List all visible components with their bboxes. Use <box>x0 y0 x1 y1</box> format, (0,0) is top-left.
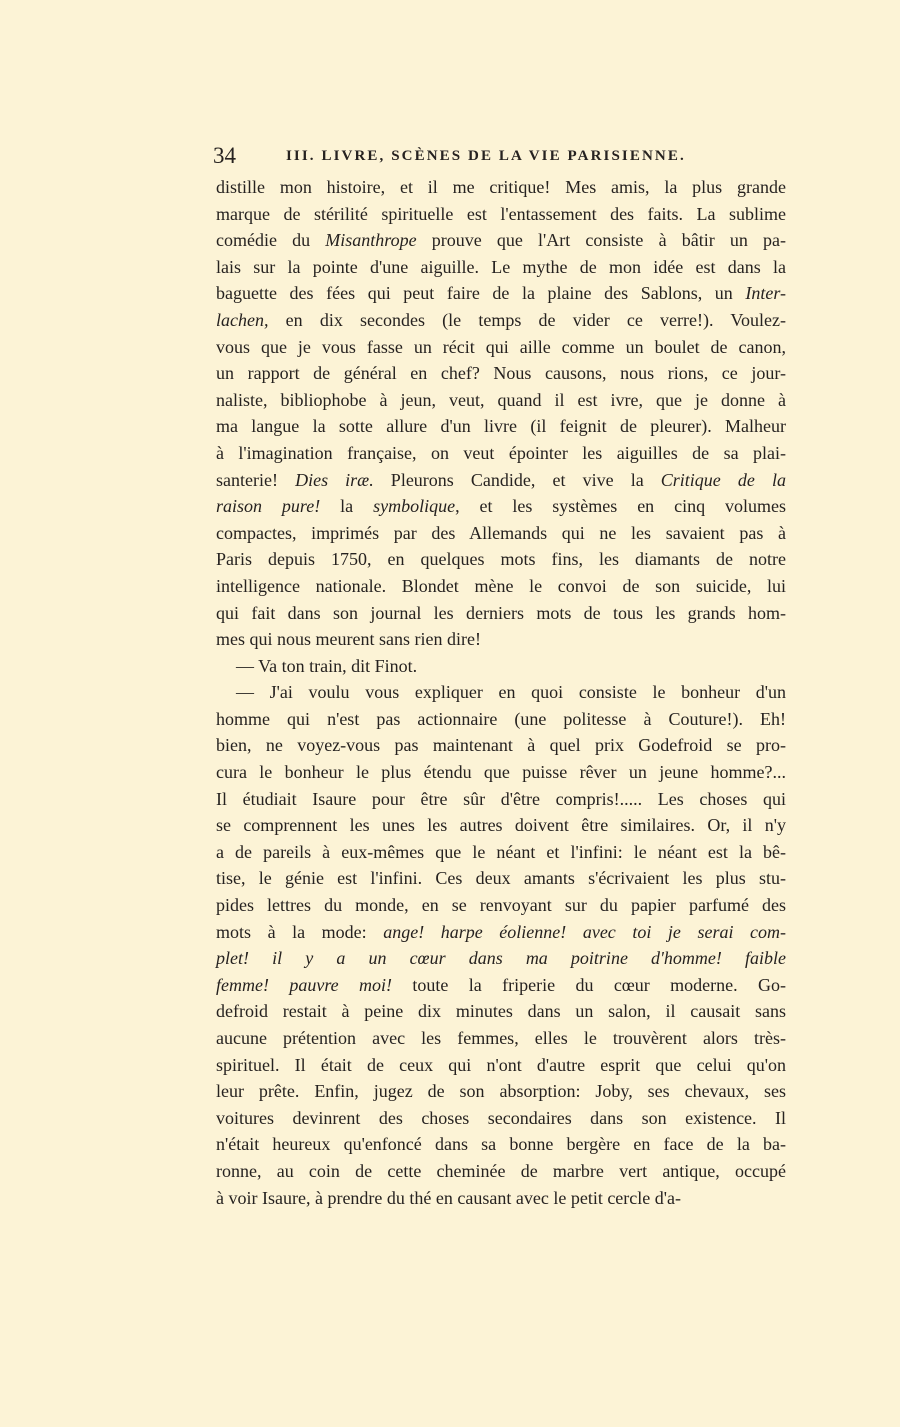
page-number: 34 <box>213 143 236 168</box>
text-line <box>216 360 786 387</box>
italic-text: Dies iræ. <box>295 469 374 490</box>
running-head: III. LIVRE, SCÈNES DE LA VIE PARISIENNE. <box>286 148 686 164</box>
text-run: — Va ton train, dit Finot. <box>236 655 418 676</box>
text-line <box>216 786 786 813</box>
text-run: ronne, au coin de cette cheminée de marbre vert antique, occupé <box>216 1160 786 1181</box>
text-run: baguette des fées qui peut faire de la plaine des Sablons, un <box>216 283 746 304</box>
text-run: a de pareils à eux-mêmes que le néant et l'infini: le néant est la bê- <box>216 841 786 862</box>
text-line <box>216 201 786 228</box>
text-run: marque de stérilité spirituelle est l'entassement des faits. La sublime <box>216 203 786 224</box>
italic-text: Inter- <box>745 283 786 304</box>
text-run: — J'ai voulu vous expliquer en quoi consiste le bonheur d'un <box>236 682 786 703</box>
text-run: tise, le génie est l'infini. Ces deux amants s'écrivaient les plus stu- <box>216 868 786 889</box>
text-line <box>216 413 786 440</box>
text-line <box>216 493 786 520</box>
text-run: Il étudiait Isaure pour être sûr d'être compris!..... Les choses qui <box>216 788 786 809</box>
text-run: qui fait dans son journal les derniers mots de tous les grands hom- <box>216 602 786 623</box>
text-run: Pleurons Candide, et vive la <box>373 469 661 490</box>
text-run: mots à la mode: <box>216 921 384 942</box>
text-line <box>216 573 786 600</box>
text-run: à voir Isaure, à prendre du thé en causant avec le petit cercle d'a- <box>216 1187 681 1208</box>
text-run: mes qui nous meurent sans rien dire! <box>216 629 481 650</box>
italic-text: femme! pauvre moi! <box>216 974 393 995</box>
text-line <box>216 626 786 653</box>
text-run: intelligence nationale. Blondet mène le convoi de son suicide, lui <box>216 575 786 596</box>
text-run: leur prête. Enfin, jugez de son absorption: Joby, ses chevaux, ses <box>216 1081 786 1102</box>
text-run: en dix secondes (le temps de vider ce verre!). Voulez- <box>268 309 786 330</box>
text-run: toute la friperie du cœur moderne. Go- <box>392 974 787 995</box>
text-run: distille mon histoire, et il me critique! Mes amis, la plus grande <box>216 177 786 197</box>
text-line <box>216 812 786 839</box>
text-line <box>216 972 786 999</box>
text-run: lais sur la pointe d'une aiguille. Le mythe de mon idée est dans la <box>216 256 786 277</box>
italic-text: Critique de la <box>660 469 786 490</box>
text-run: pides lettres du monde, en se renvoyant sur du papier parfumé des <box>216 895 786 916</box>
italic-text: raison pure! <box>216 496 321 517</box>
italic-text: plet! il y a un cœur dans ma poitrine d'homme! faible <box>216 948 786 969</box>
text-line <box>216 1078 786 1105</box>
text-line <box>216 467 786 494</box>
text-line <box>216 759 786 786</box>
text-line <box>216 706 786 733</box>
text-line <box>216 1185 786 1212</box>
body-text <box>216 174 786 1211</box>
text-line <box>216 440 786 467</box>
italic-text: ange! harpe éolienne! avec toi je serai com- <box>383 921 787 942</box>
text-line <box>216 865 786 892</box>
text-line <box>216 520 786 547</box>
text-line <box>216 1025 786 1052</box>
text-line <box>216 174 786 201</box>
text-run: la <box>320 496 374 517</box>
text-line <box>216 892 786 919</box>
text-line <box>216 998 786 1025</box>
text-run: spirituel. Il était de ceux qui n'ont d'autre esprit que celui qu'on <box>216 1054 786 1075</box>
text-run: vous que je vous fasse un récit qui aille comme un boulet de canon, <box>216 336 786 357</box>
text-line <box>216 1052 786 1079</box>
text-run: prouve que l'Art consiste à bâtir un pa- <box>416 230 786 251</box>
text-line <box>216 307 786 334</box>
text-run: voitures devinrent des choses secondaires dans son existence. Il <box>216 1107 786 1128</box>
text-line <box>216 919 786 946</box>
text-run: compactes, imprimés par des Allemands qui ne les savaient pas à <box>216 522 786 543</box>
text-line <box>216 254 786 281</box>
text-run: , et les systèmes en cinq volumes <box>455 496 786 517</box>
text-line <box>216 653 786 680</box>
text-run: comédie du <box>216 230 326 251</box>
text-run: defroid restait à peine dix minutes dans un salon, il causait sans <box>216 1001 786 1022</box>
text-run: Paris depuis 1750, en quelques mots fins, les diamants de notre <box>216 549 786 570</box>
text-line <box>216 839 786 866</box>
page-header <box>213 141 785 171</box>
text-run: aucune prétention avec les femmes, elles le trouvèrent alors très- <box>216 1028 786 1048</box>
text-line <box>216 387 786 414</box>
text-run: naliste, bibliophobe à jeun, veut, quand il est ivre, que je donne à <box>216 389 786 410</box>
text-line <box>216 732 786 759</box>
text-run: ma langue la sotte allure d'un livre (il feignit de pleurer). Malheur <box>216 416 786 437</box>
text-line <box>216 227 786 254</box>
text-run: homme qui n'est pas actionnaire (une politesse à Couture!). Eh! <box>216 708 786 729</box>
text-run: à l'imagination française, on veut épointer les aiguilles de sa plai- <box>216 442 786 463</box>
text-line <box>216 546 786 573</box>
text-run: un rapport de général en chef? Nous causons, nous rions, ce jour- <box>216 363 786 384</box>
text-run: cura le bonheur le plus étendu que puisse rêver un jeune homme?... <box>216 762 786 783</box>
text-run: bien, ne voyez-vous pas maintenant à quel prix Godefroid se pro- <box>216 735 786 756</box>
italic-text: symbolique <box>373 496 456 517</box>
text-run: se comprennent les unes les autres doivent être similaires. Or, il n'y <box>216 815 786 836</box>
text-run: n'était heureux qu'enfoncé dans sa bonne bergère en face de la ba- <box>216 1134 786 1155</box>
text-line <box>216 679 786 706</box>
text-line <box>216 1131 786 1158</box>
text-line <box>216 280 786 307</box>
text-line <box>216 1105 786 1132</box>
text-line <box>216 945 786 972</box>
text-line <box>216 1158 786 1185</box>
text-line <box>216 600 786 627</box>
italic-text: lachen, <box>216 309 269 330</box>
text-line <box>216 334 786 361</box>
italic-text: Misanthrope <box>325 230 417 251</box>
text-run: santerie! <box>216 469 296 490</box>
